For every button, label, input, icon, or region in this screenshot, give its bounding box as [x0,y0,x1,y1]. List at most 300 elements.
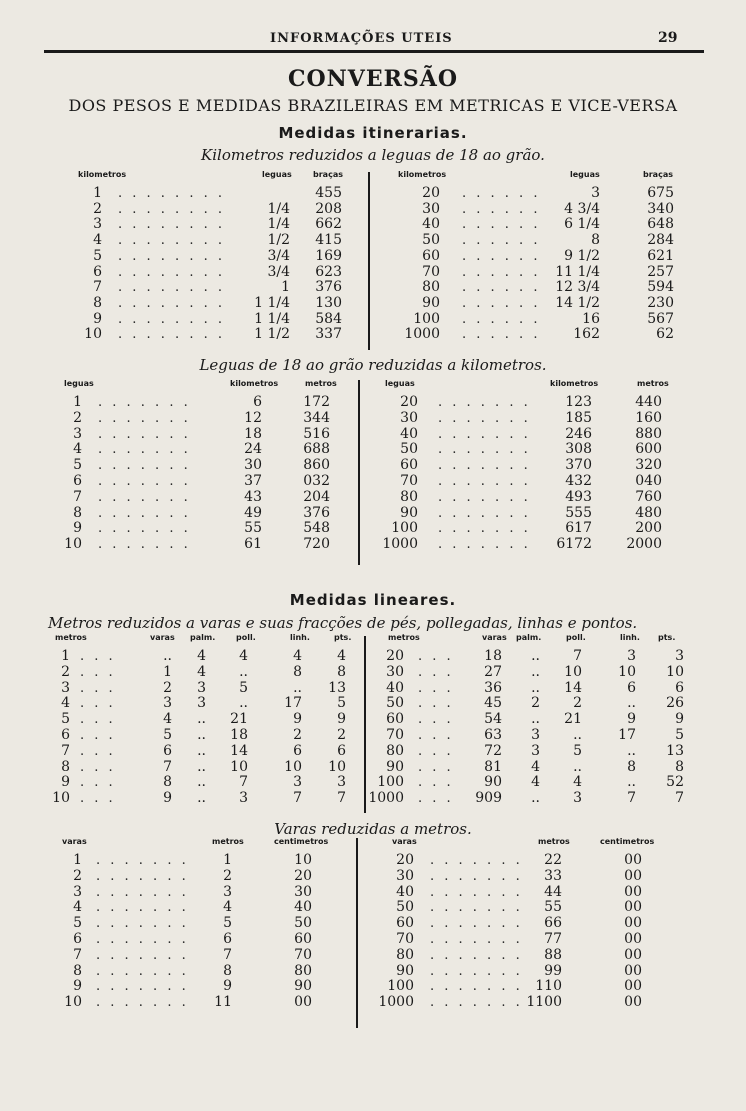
leader-dots: . . . [418,680,454,696]
varas-to-metros-cell: 5 [73,915,82,932]
leguas-to-km-cell: 516 [303,425,330,442]
metros-to-varas-cell: 6 [675,679,684,696]
varas-to-metros-cell: 99 [544,962,562,979]
varas-to-metros-cell: 00 [624,946,642,963]
leader-dots: . . . . . . . [98,442,191,458]
column-divider [364,636,366,813]
metros-to-varas-cell: .. [197,727,206,743]
metros-to-varas-cell: 4 [573,774,582,791]
leader-dots: . . . [418,743,454,759]
varas-to-metros-cell: 00 [294,994,312,1011]
metros-to-varas-cell: 4 [197,648,206,664]
metros-to-varas-cell: .. [531,790,540,807]
metros-to-varas-cell: 6 [163,742,172,759]
varas-to-metros-cell: 5 [223,915,232,932]
km-to-leguas-cell: 9 1/2 [564,247,600,264]
leader-dots: . . . . . . . . [118,186,225,201]
km-to-leguas-cell: 1 1/4 [254,310,290,327]
km-to-leguas-cell: 3 [591,185,600,201]
varas-to-metros-cell: 88 [544,946,562,963]
km-to-leguas-cell: 169 [315,247,342,264]
leguas-to-km-cell: 70 [400,473,418,489]
section-heading-lineares: Medidas lineares. [289,591,457,609]
metros-to-varas-cell: 7 [163,758,172,775]
leguas-to-km-cell: 308 [565,441,592,458]
metros-to-varas-cell: 36 [484,679,502,696]
leader-dots: . . . [418,649,454,664]
km-to-leguas-cell: 12 3/4 [555,279,600,296]
leader-dots: . . . [80,649,116,664]
metros-to-varas-cell: 7 [627,790,636,807]
leguas-to-km-cell: 376 [303,504,330,521]
leguas-to-km-cell: 5 [73,457,82,474]
metros-to-varas-cell: 8 [675,758,684,775]
varas-to-metros-cell: 6 [73,931,82,947]
km-to-leguas-cell: 130 [315,294,342,311]
metros-to-varas-cell: .. [197,774,206,791]
varas-to-metros-cell: 80 [294,962,312,979]
page-number: 29 [658,30,678,46]
km-to-leguas-cell: 648 [647,216,674,233]
km-to-leguas-cell: 1/4 [267,200,290,217]
leader-dots: . . . . . . . [430,916,523,932]
leguas-to-km-cell: 100 [391,520,418,537]
metros-to-varas-cell: 6 [293,742,302,759]
table-caption-leguas-to-km: Leguas de 18 ao grão reduzidas a kilometros. [199,356,547,374]
varas-to-metros-cell: 00 [624,915,642,932]
leguas-to-km-column-header: kilometros [550,379,599,388]
metros-to-varas-cell: 63 [484,727,502,743]
varas-to-metros-cell: 8 [223,962,232,979]
column-divider [358,380,360,565]
leguas-to-km-cell: 880 [635,425,662,442]
leguas-to-km-cell: 80 [400,488,418,505]
leader-dots: . . . . . . [462,311,541,327]
leader-dots: . . . . . . . [430,900,523,916]
varas-to-metros-cell: 7 [73,946,82,963]
leader-dots: . . . . . . . . [118,280,225,296]
metros-to-varas-cell: 2 [61,663,70,680]
metros-to-varas-cell: 3 [239,790,248,807]
metros-to-varas-cell: 7 [573,648,582,664]
leader-dots: . . . . . . . [98,505,191,521]
varas-to-metros-cell: 90 [294,978,312,995]
km-to-leguas-cell: 2 [93,200,102,217]
km-to-leguas-cell: 40 [422,216,440,233]
km-to-leguas-cell: 20 [422,185,440,201]
leader-dots: . . . . . . . [430,853,523,868]
varas-to-metros-cell: 33 [544,867,562,884]
metros-to-varas-cell: 909 [475,790,502,807]
km-to-leguas-cell: 415 [315,232,342,249]
leader-dots: . . . [418,712,454,728]
metros-to-varas-cell: 9 [675,711,684,728]
metros-to-varas-cell: .. [627,742,636,759]
leader-dots: . . . . . . . [438,458,531,474]
leader-dots: . . . [80,664,116,680]
metros-to-varas-cell: 10 [328,758,346,775]
leguas-to-km-cell: 440 [635,394,662,410]
varas-to-metros-cell: 00 [624,931,642,947]
leguas-to-km-cell: 12 [244,409,262,426]
varas-to-metros-cell: 40 [294,899,312,916]
varas-to-metros-cell: 10 [294,852,312,868]
metros-to-varas-cell: 4 [337,648,346,664]
metros-to-varas-cell: 1 [163,663,172,680]
metros-to-varas-column-header: linh. [290,633,310,642]
metros-to-varas-cell: 3 [573,790,582,807]
metros-to-varas-cell: 13 [328,679,346,696]
leader-dots: . . . [418,775,454,791]
page-subtitle: DOS PESOS E MEDIDAS BRAZILEIRAS EM METRICAS E VICE-VERSA [68,96,678,115]
km-to-leguas-cell: 1 [93,185,102,201]
metros-to-varas-cell: 17 [284,695,302,712]
metros-to-varas-cell: .. [573,758,582,775]
leader-dots: . . . . . . . . [118,201,225,217]
leader-dots: . . . . . . . [430,995,523,1011]
km-to-leguas-cell: 623 [315,263,342,280]
varas-to-metros-cell: 2 [73,867,82,884]
km-to-leguas-cell: 1000 [404,326,440,343]
leader-dots: . . . . . . . [438,521,531,537]
km-to-leguas-cell: 337 [315,326,342,343]
km-to-leguas-cell: 1/2 [267,232,290,249]
metros-to-varas-cell: 8 [337,663,346,680]
metros-to-varas-cell: 3 [337,774,346,791]
metros-to-varas-cell: 4 [239,648,248,664]
leader-dots: . . . . . . . [430,868,523,884]
leader-dots: . . . . . . . [96,916,189,932]
varas-to-metros-cell: 4 [223,899,232,916]
leader-dots: . . . . . . . [438,426,531,442]
leguas-to-km-cell: 50 [400,441,418,458]
varas-to-metros-cell: 7 [223,946,232,963]
leguas-to-km-cell: 172 [303,394,330,410]
varas-to-metros-cell: 00 [624,867,642,884]
metros-to-varas-cell: .. [573,727,582,743]
metros-to-varas-cell: .. [197,711,206,728]
leguas-to-km-cell: 40 [400,425,418,442]
metros-to-varas-cell: 3 [197,679,206,696]
leguas-to-km-cell: 2 [73,409,82,426]
leguas-to-km-cell: 20 [400,394,418,410]
leader-dots: . . . . . . . [98,537,191,553]
leader-dots: . . . . . . . [98,395,191,410]
km-to-leguas-cell: 230 [647,294,674,311]
km-to-leguas-cell: 208 [315,200,342,217]
leader-dots: . . . . . . . . [118,295,225,311]
varas-to-metros-cell: 20 [396,852,414,868]
leguas-to-km-cell: 760 [635,488,662,505]
metros-to-varas-cell: 3 [293,774,302,791]
metros-to-varas-cell: 10 [666,663,684,680]
varas-to-metros-cell: 80 [396,946,414,963]
varas-to-metros-cell: 70 [294,946,312,963]
metros-to-varas-cell: 10 [564,663,582,680]
varas-to-metros-cell: 10 [64,994,82,1011]
metros-to-varas-column-header: pts. [334,633,352,642]
leader-dots: . . . . . . . . [118,311,225,327]
section-heading-itinerarias: Medidas itinerarias. [278,124,468,142]
metros-to-varas-cell: .. [531,679,540,696]
leader-dots: . . . . . . . [98,426,191,442]
varas-to-metros-cell: 77 [544,931,562,947]
leguas-to-km-cell: 123 [565,394,592,410]
column-divider [368,172,370,350]
metros-to-varas-cell: .. [531,663,540,680]
km-to-leguas-cell: 8 [93,294,102,311]
leguas-to-km-cell: 61 [244,536,262,553]
metros-to-varas-cell: .. [197,790,206,807]
varas-to-metros-cell: 2 [223,867,232,884]
metros-to-varas-cell: 9 [61,774,70,791]
varas-to-metros-cell: 6 [223,931,232,947]
metros-to-varas-column-header: metros [388,633,420,642]
km-to-leguas-cell: 7 [93,279,102,296]
metros-to-varas-cell: 4 [293,648,302,664]
metros-to-varas-cell: 90 [484,774,502,791]
column-divider [356,838,358,1028]
leader-dots: . . . [80,743,116,759]
leguas-to-km-column-header: metros [637,379,669,388]
leguas-to-km-cell: 548 [303,520,330,537]
leader-dots: . . . . . . . [96,900,189,916]
leader-dots: . . . . . . . [438,505,531,521]
varas-to-metros-cell: 55 [544,899,562,916]
leguas-to-km-cell: 90 [400,504,418,521]
metros-to-varas-cell: 4 [197,663,206,680]
metros-to-varas-cell: 1 [61,648,70,664]
leader-dots: . . . [418,759,454,775]
varas-to-metros-cell: 66 [544,915,562,932]
metros-to-varas-cell: 1000 [368,790,404,807]
leguas-to-km-cell: 60 [400,457,418,474]
metros-to-varas-cell: 7 [293,790,302,807]
metros-to-varas-cell: 9 [293,711,302,728]
metros-to-varas-cell: 3 [675,648,684,664]
leguas-to-km-cell: 49 [244,504,262,521]
metros-to-varas-cell: 45 [484,695,502,712]
leguas-to-km-column-header: leguas [385,379,415,388]
table-caption-varas-to-metros: Varas reduzidas a metros. [274,820,472,838]
metros-to-varas-column-header: palm. [190,633,216,642]
metros-to-varas-cell: 13 [666,742,684,759]
leader-dots: . . . . . . [462,248,541,264]
varas-to-metros-cell: 40 [396,883,414,900]
leader-dots: . . . . . . [462,186,541,201]
varas-to-metros-cell: 1000 [378,994,414,1011]
metros-to-varas-column-header: palm. [516,633,542,642]
km-to-leguas-cell: 1 1/4 [254,294,290,311]
metros-to-varas-cell: 50 [386,695,404,712]
km-to-leguas-cell: 3 [93,216,102,233]
varas-to-metros-cell: 8 [73,962,82,979]
metros-to-varas-cell: 5 [337,695,346,712]
metros-to-varas-cell: 3 [627,648,636,664]
leguas-to-km-cell: 6 [73,473,82,489]
varas-to-metros-cell: 00 [624,962,642,979]
leader-dots: . . . . . . . [96,995,189,1011]
leader-dots: . . . [80,696,116,712]
km-to-leguas-column-header: leguas [262,170,292,179]
leader-dots: . . . . . . . [96,932,189,947]
metros-to-varas-cell: 18 [230,727,248,743]
km-to-leguas-cell: 5 [93,247,102,264]
leguas-to-km-cell: 43 [244,488,262,505]
km-to-leguas-cell: 340 [647,200,674,217]
leguas-to-km-cell: 8 [73,504,82,521]
metros-to-varas-cell: 5 [239,679,248,696]
leguas-to-km-cell: 860 [303,457,330,474]
varas-to-metros-cell: 20 [294,867,312,884]
varas-to-metros-column-header: varas [62,837,87,846]
leguas-to-km-cell: 688 [303,441,330,458]
metros-to-varas-cell: 10 [230,758,248,775]
metros-to-varas-cell: 80 [386,742,404,759]
leader-dots: . . . . . . . [438,410,531,426]
leader-dots: . . . . . . . . [118,233,225,249]
leader-dots: . . . . . . . [98,489,191,505]
leader-dots: . . . . . . [462,217,541,233]
leguas-to-km-cell: 200 [635,520,662,537]
varas-to-metros-cell: 00 [624,899,642,916]
varas-to-metros-cell: 100 [387,978,414,995]
km-to-leguas-column-header: braças [643,170,673,179]
metros-to-varas-cell: 4 [531,758,540,775]
leguas-to-km-cell: 555 [565,504,592,521]
km-to-leguas-cell: 675 [647,185,674,201]
metros-to-varas-column-header: varas [482,633,507,642]
metros-to-varas-cell: 10 [618,663,636,680]
metros-to-varas-cell: 5 [61,711,70,728]
leguas-to-km-cell: 160 [635,409,662,426]
leader-dots: . . . . . . . [98,410,191,426]
leader-dots: . . . . . . . [96,947,189,963]
varas-to-metros-cell: 30 [396,867,414,884]
leader-dots: . . . [80,712,116,728]
table-caption-km-to-leguas: Kilometros reduzidos a leguas de 18 ao grão. [201,146,545,164]
leguas-to-km-cell: 320 [635,457,662,474]
metros-to-varas-column-header: poll. [566,633,586,642]
leader-dots: . . . . . . . [96,884,189,900]
metros-to-varas-cell: 6 [337,742,346,759]
km-to-leguas-cell: 4 3/4 [564,200,600,217]
varas-to-metros-cell: 50 [396,899,414,916]
leader-dots: . . . . . . . [430,884,523,900]
km-to-leguas-cell: 11 1/4 [555,263,600,280]
metros-to-varas-column-header: poll. [236,633,256,642]
km-to-leguas-cell: 6 [93,263,102,280]
metros-to-varas-cell: 8 [61,758,70,775]
metros-to-varas-cell: 3 [61,679,70,696]
metros-to-varas-cell: 9 [627,711,636,728]
km-to-leguas-cell: 16 [582,310,600,327]
metros-to-varas-cell: 5 [163,727,172,743]
leguas-to-km-cell: 6 [253,394,262,410]
leader-dots: . . . . . . . [430,947,523,963]
km-to-leguas-cell: 455 [315,185,342,201]
leguas-to-km-cell: 370 [565,457,592,474]
varas-to-metros-cell: 1100 [526,994,562,1011]
metros-to-varas-cell: 90 [386,758,404,775]
metros-to-varas-cell: 5 [573,742,582,759]
metros-to-varas-cell: .. [531,648,540,664]
leader-dots: . . . . . . [462,295,541,311]
leader-dots: . . . [80,759,116,775]
varas-to-metros-cell: 50 [294,915,312,932]
metros-to-varas-cell: .. [531,711,540,728]
leader-dots: . . . . . . . [438,442,531,458]
metros-to-varas-cell: 9 [337,711,346,728]
metros-to-varas-cell: 3 [163,695,172,712]
leader-dots: . . . . . . . [98,474,191,489]
metros-to-varas-cell: 40 [386,679,404,696]
leguas-to-km-cell: 032 [303,473,330,489]
km-to-leguas-cell: 376 [315,279,342,296]
metros-to-varas-cell: 21 [230,711,248,728]
metros-to-varas-cell: 5 [675,727,684,743]
leguas-to-km-cell: 432 [565,473,592,489]
metros-to-varas-cell: 8 [163,774,172,791]
metros-to-varas-cell: 3 [531,742,540,759]
leader-dots: . . . . . . [462,233,541,249]
metros-to-varas-cell: 60 [386,711,404,728]
leader-dots: . . . . . . . . [118,248,225,264]
leguas-to-km-cell: 10 [64,536,82,553]
km-to-leguas-cell: 1 [281,279,290,296]
leader-dots: . . . [418,696,454,712]
km-to-leguas-cell: 584 [315,310,342,327]
leader-dots: . . . . . . . [98,458,191,474]
varas-to-metros-cell: 9 [73,978,82,995]
km-to-leguas-cell: 594 [647,279,674,296]
varas-to-metros-column-header: metros [212,837,244,846]
varas-to-metros-cell: 90 [396,962,414,979]
km-to-leguas-cell: 90 [422,294,440,311]
leader-dots: . . . [80,680,116,696]
metros-to-varas-cell: 9 [163,790,172,807]
varas-to-metros-cell: 4 [73,899,82,916]
metros-to-varas-cell: 20 [386,648,404,664]
leguas-to-km-cell: 617 [565,520,592,537]
running-title: INFORMAÇÕES UTEIS [270,31,453,46]
page-title: CONVERSÃO [287,66,459,92]
metros-to-varas-cell: 2 [163,679,172,696]
metros-to-varas-cell: .. [197,742,206,759]
leguas-to-km-column-header: leguas [64,379,94,388]
leguas-to-km-cell: 720 [303,536,330,553]
km-to-leguas-cell: 3/4 [267,263,290,280]
km-to-leguas-cell: 3/4 [267,247,290,264]
leguas-to-km-cell: 040 [635,473,662,489]
metros-to-varas-cell: 3 [197,695,206,712]
leguas-to-km-cell: 480 [635,504,662,521]
varas-to-metros-cell: 30 [294,883,312,900]
varas-to-metros-cell: 9 [223,978,232,995]
metros-to-varas-cell: 3 [531,727,540,743]
leguas-to-km-cell: 4 [73,441,82,458]
leader-dots: . . . . . . . [438,537,531,553]
varas-to-metros-column-header: centimetros [274,837,329,846]
leader-dots: . . . . . . . [96,979,189,995]
km-to-leguas-cell: 6 1/4 [564,216,600,233]
varas-to-metros-column-header: centimetros [600,837,655,846]
leader-dots: . . . [418,728,454,743]
varas-to-metros-cell: 1 [73,852,82,868]
varas-to-metros-cell: 44 [544,883,562,900]
metros-to-varas-cell: 100 [377,774,404,791]
varas-to-metros-column-header: varas [392,837,417,846]
